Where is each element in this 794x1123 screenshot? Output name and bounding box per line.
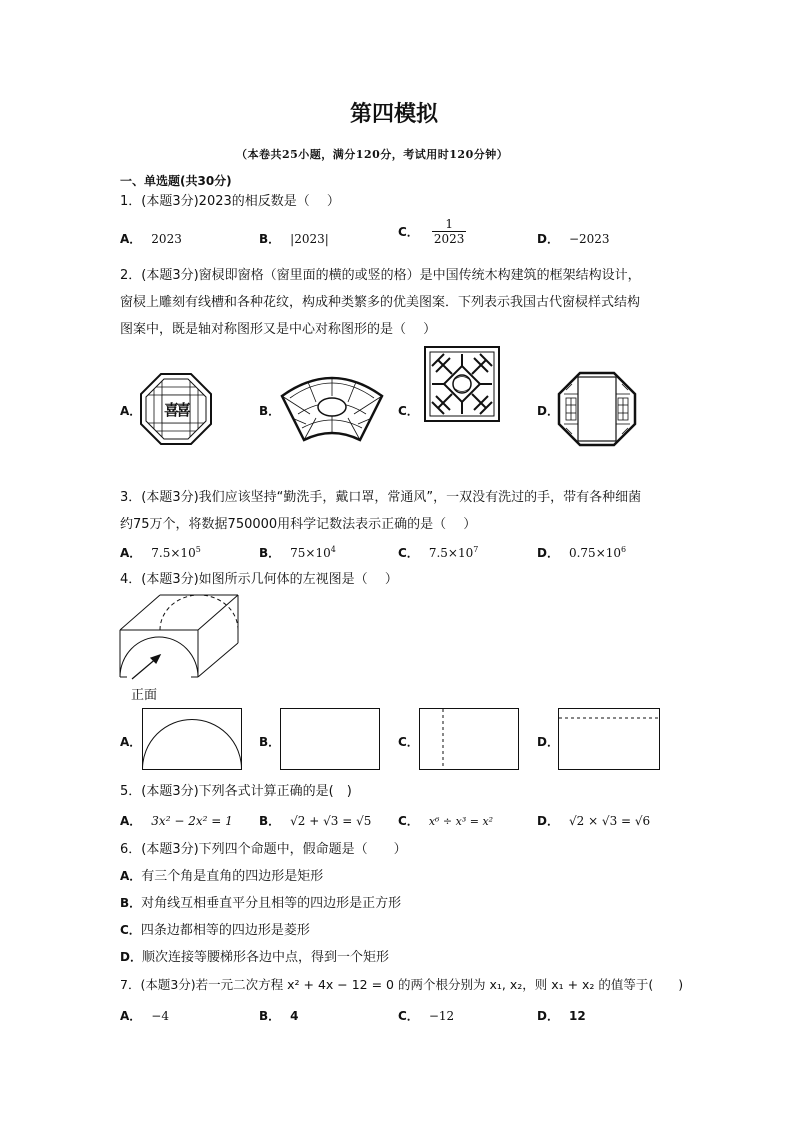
fan-lattice-b-icon[interactable] [280, 374, 384, 442]
option-value: 2023 [151, 232, 182, 246]
exponent: 4 [330, 545, 336, 554]
q5-option-b[interactable] [259, 810, 371, 829]
fraction-denominator: 2023 [433, 232, 465, 246]
fraction [432, 217, 467, 246]
q2-option-b-label[interactable]: B． [259, 404, 281, 418]
q2-option-a-label[interactable]: A． [120, 404, 142, 418]
option-value: 4 [290, 1009, 299, 1023]
option-value: −12 [428, 1009, 455, 1023]
q6-option-b[interactable] [120, 892, 401, 911]
option-label: B． [259, 814, 281, 828]
option-label: B． [259, 546, 281, 560]
base: 7.5×10 [151, 546, 196, 560]
option-label: A． [120, 814, 142, 828]
option-label: A． [120, 1009, 142, 1023]
question-4-stem: 4．(本题3分)如图所示几何体的左视图是（ ） [120, 572, 398, 587]
option-label: C． [120, 923, 141, 937]
exponent: 7 [473, 545, 479, 554]
option-label: B． [120, 896, 142, 910]
q1-option-a[interactable] [120, 228, 182, 247]
q5-option-d[interactable] [537, 810, 650, 829]
option-label: D． [537, 814, 559, 828]
option-label: A． [120, 869, 142, 883]
option-value [429, 546, 479, 560]
option-label: B． [259, 232, 281, 246]
page-title: 第四模拟 [350, 102, 439, 127]
q1-option-b[interactable] [259, 228, 329, 247]
q4-option-a-label[interactable]: A． [120, 735, 142, 749]
base: 7.5×10 [428, 546, 474, 560]
q6-option-c[interactable] [120, 919, 310, 938]
view-dashed-horizontal-d-icon[interactable] [558, 708, 660, 770]
square-lattice-c-icon[interactable] [424, 346, 500, 422]
q7-option-d[interactable] [537, 1005, 586, 1024]
option-value [151, 546, 201, 560]
q7-option-a[interactable] [120, 1005, 169, 1024]
q1-option-c[interactable] [398, 217, 466, 246]
option-value: 12 [568, 1009, 586, 1023]
q3-option-c[interactable] [398, 542, 478, 561]
option-label: D． [537, 1009, 559, 1023]
option-label: B． [259, 1009, 281, 1023]
q5-option-c[interactable] [398, 810, 493, 829]
view-dashed-vertical-c-icon[interactable] [419, 708, 519, 770]
q1-option-d[interactable] [537, 228, 610, 247]
option-label: C． [398, 814, 419, 828]
question-2-stem-line-1: 2．(本题3分)窗棂即窗格（窗里面的横的或竖的格）是中国传统木构建筑的框架结构设计， [120, 268, 641, 283]
option-value: 有三个角是直角的四边形是矩形 [141, 869, 324, 884]
option-label: C． [398, 1009, 419, 1023]
option-value: x⁶ ÷ x³ = x² [428, 815, 494, 828]
option-label: A． [120, 546, 142, 560]
question-6-stem: 6．(本题3分)下列四个命题中，假命题是（ ） [120, 842, 407, 857]
fraction-numerator: 1 [432, 217, 467, 232]
option-value: −2023 [568, 232, 610, 246]
q3-option-b[interactable] [259, 542, 336, 561]
option-label: D． [537, 546, 559, 560]
q7-option-b[interactable] [259, 1005, 299, 1024]
solid-figure-icon [120, 595, 244, 685]
q4-option-c-label[interactable]: C． [398, 735, 419, 749]
option-value: 四条边都相等的四边形是菱形 [140, 923, 310, 938]
question-2-stem-line-3: 图案中，既是轴对称图形又是中心对称图形的是（ ） [120, 322, 437, 337]
exponent: 5 [195, 545, 201, 554]
q3-option-a[interactable] [120, 542, 201, 561]
option-label: D． [537, 232, 559, 246]
base: 75×10 [290, 546, 331, 560]
question-1-stem: 1．(本题3分)2023的相反数是（ ） [120, 194, 340, 209]
q6-option-a[interactable] [120, 865, 323, 884]
question-2-stem-line-2: 窗棂上雕刻有线槽和各种花纹，构成种类繁多的优美图案．下列表示我国古代窗棂样式结构 [120, 295, 641, 310]
view-rectangle-b-icon[interactable] [280, 708, 380, 770]
q2-option-d-label[interactable]: D． [537, 404, 559, 418]
option-value: 3x² − 2x² = 1 [151, 814, 233, 828]
base: 0.75×10 [568, 546, 622, 560]
question-7-stem: 7．(本题3分)若一元二次方程 x² + 4x − 12 = 0 的两个根分别为 x₁, x₂，则 x₁ + x₂ 的值等于( ) [120, 977, 684, 992]
option-label: A． [120, 232, 142, 246]
q7-option-c[interactable] [398, 1005, 454, 1024]
front-view-label: 正面 [131, 688, 158, 703]
q4-option-b-label[interactable]: B． [259, 735, 281, 749]
octagon-lattice-d-icon[interactable] [558, 372, 636, 446]
q6-option-d[interactable] [120, 946, 389, 965]
option-label: C． [398, 546, 419, 560]
option-label: D． [120, 950, 142, 964]
question-5-stem: 5．(本题3分)下列各式计算正确的是( ) [120, 784, 352, 799]
option-value: √2 + √3 = √5 [290, 814, 372, 828]
q5-option-a[interactable] [120, 810, 233, 829]
option-value: 顺次连接等腰梯形各边中点，得到一个矩形 [141, 950, 389, 965]
question-3-stem-line-1: 3．(本题3分)我们应该坚持“勤洗手，戴口罩，常通风”，一双没有洗过的手，带有各种细菌 [120, 490, 642, 505]
section-heading: 一、单选题(共30分) [120, 174, 232, 188]
option-label: C． [398, 225, 419, 239]
window-lattice-a-icon[interactable] [140, 373, 212, 445]
exam-info: （本卷共25小题，满分120分，考试用时120分钟） [236, 148, 509, 161]
option-value: |2023| [290, 232, 329, 246]
option-value [290, 546, 336, 560]
option-value [569, 546, 626, 560]
q3-option-d[interactable] [537, 542, 626, 561]
option-value: 对角线互相垂直平分且相等的四边形是正方形 [141, 896, 402, 911]
double-happiness-glyph: 喜喜 [163, 401, 189, 419]
q4-option-d-label[interactable]: D． [537, 735, 559, 749]
option-value: −4 [151, 1009, 169, 1023]
exponent: 6 [621, 545, 627, 554]
q2-option-c-label[interactable]: C． [398, 404, 419, 418]
view-semicircle-a-icon[interactable] [142, 708, 242, 770]
question-3-stem-line-2: 约75万个，将数据750000用科学记数法表示正确的是（ ） [120, 517, 477, 532]
option-value: √2 × √3 = √6 [568, 814, 651, 828]
